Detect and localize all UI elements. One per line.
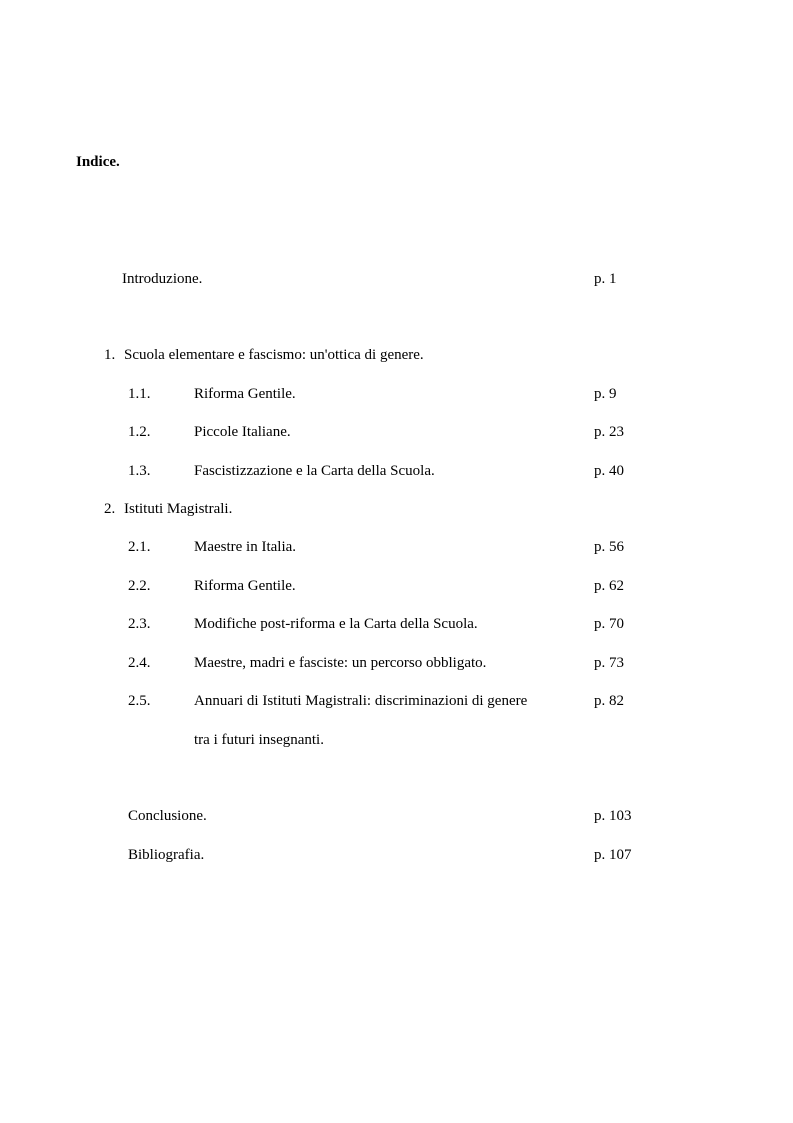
entry-label: Conclusione. xyxy=(128,808,207,824)
section-page: p. 82 xyxy=(594,693,624,709)
toc-title: Indice. xyxy=(76,154,120,170)
chapter-number: 1. xyxy=(104,347,116,363)
chapter-number: 2. xyxy=(104,501,116,517)
section-page: p. 40 xyxy=(594,463,624,479)
section-number: 2.1. xyxy=(128,539,151,555)
section-number: 2.4. xyxy=(128,655,151,671)
section-number: 1.3. xyxy=(128,463,151,479)
section-title: Maestre in Italia. xyxy=(194,539,297,555)
section-number: 1.2. xyxy=(128,424,151,440)
section-page: p. 73 xyxy=(594,655,624,671)
section-page: p. 70 xyxy=(594,616,624,632)
entry-page: p. 1 xyxy=(594,271,617,287)
section-page: p. 56 xyxy=(594,539,624,555)
section-title: Riforma Gentile. xyxy=(194,578,296,594)
section-number: 2.5. xyxy=(128,693,151,709)
section-title: Annuari di Istituti Magistrali: discriminazioni di genere xyxy=(194,693,528,709)
section-page: p. 9 xyxy=(594,386,617,402)
section-title: Riforma Gentile. xyxy=(194,386,296,402)
section-title-continuation: tra i futuri insegnanti. xyxy=(194,732,324,748)
entry-label: Bibliografia. xyxy=(128,847,205,863)
chapter-title: Scuola elementare e fascismo: un'ottica di genere. xyxy=(124,347,424,363)
section-number: 2.2. xyxy=(128,578,151,594)
section-title: Modifiche post-riforma e la Carta della Scuola. xyxy=(194,616,478,632)
entry-page: p. 103 xyxy=(594,808,632,824)
chapter-title: Istituti Magistrali. xyxy=(124,501,233,517)
entry-label: Introduzione. xyxy=(122,271,203,287)
section-number: 1.1. xyxy=(128,386,151,402)
section-page: p. 62 xyxy=(594,578,624,594)
section-title: Fascistizzazione e la Carta della Scuola. xyxy=(194,463,435,479)
section-page: p. 23 xyxy=(594,424,624,440)
section-title: Piccole Italiane. xyxy=(194,424,291,440)
entry-page: p. 107 xyxy=(594,847,632,863)
section-title: Maestre, madri e fasciste: un percorso obbligato. xyxy=(194,655,487,671)
section-number: 2.3. xyxy=(128,616,151,632)
